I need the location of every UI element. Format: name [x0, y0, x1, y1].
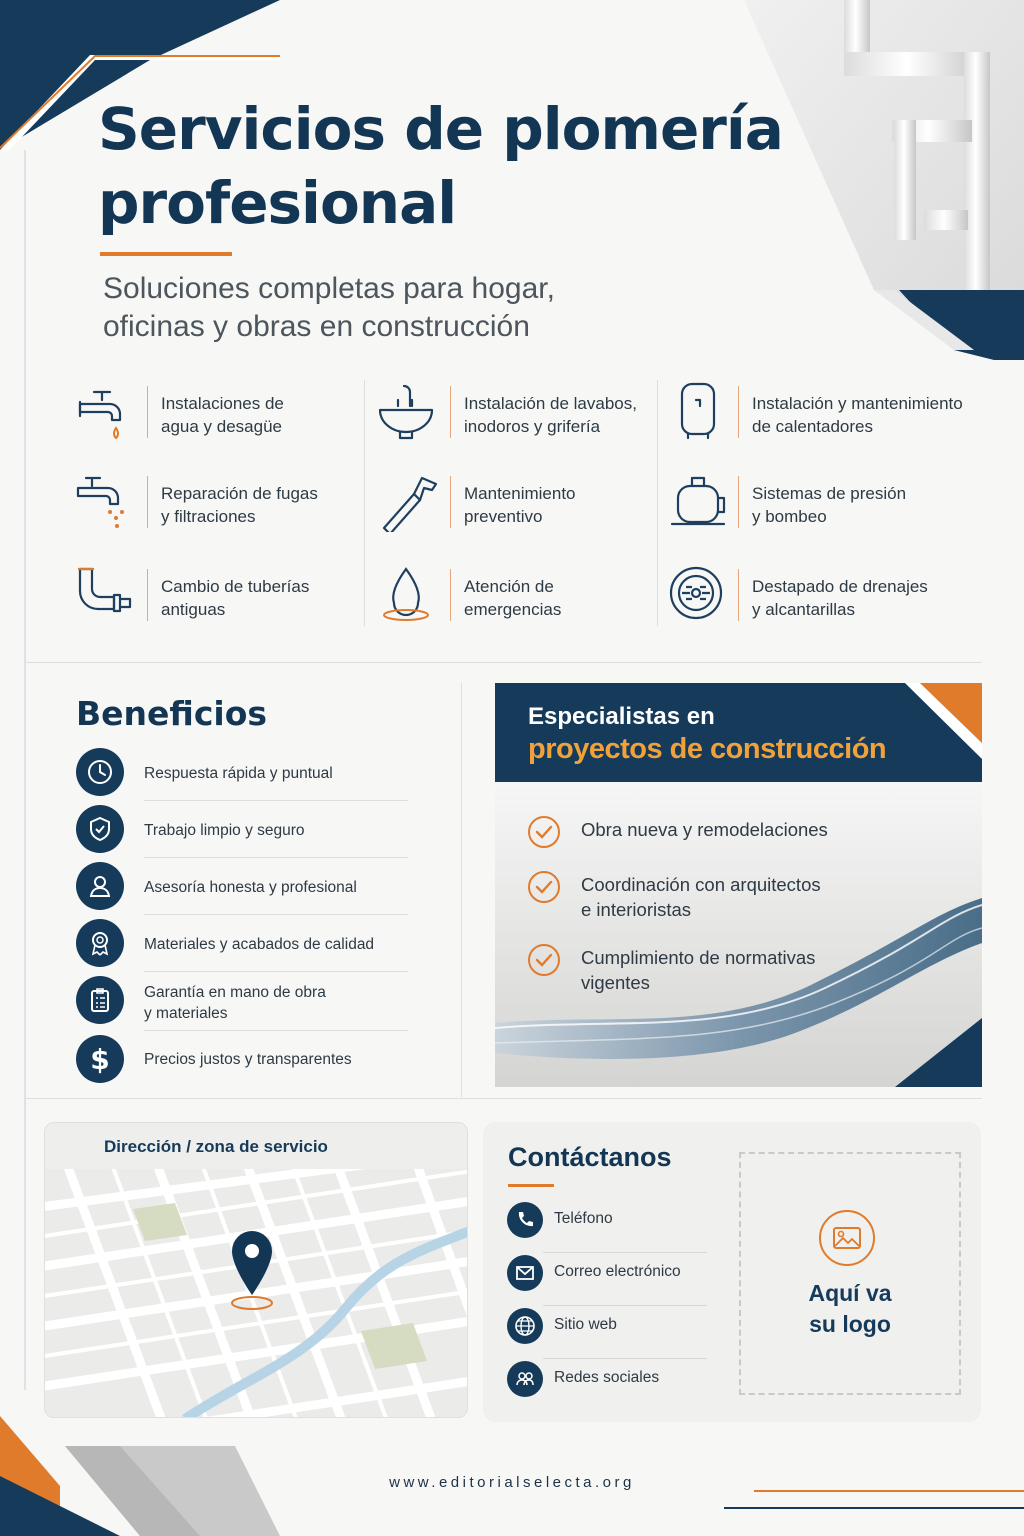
- page-subtitle: Soluciones completas para hogar, oficinas y obras en construcción: [103, 272, 555, 343]
- benefit-item: [76, 919, 408, 975]
- faucet-icon: [76, 382, 136, 442]
- specialists-subtitle: proyectos de construcción: [528, 733, 887, 765]
- column-divider: [461, 683, 462, 1097]
- shield-icon: [76, 805, 124, 853]
- map-title: Dirección / zona de servicio: [104, 1137, 328, 1156]
- service-item: [76, 565, 356, 645]
- user-icon: [76, 862, 124, 910]
- section-divider: [26, 1098, 982, 1099]
- water-drop-icon: [378, 565, 438, 625]
- benefit-item: [76, 805, 408, 861]
- section-divider: [26, 662, 982, 663]
- contact-title: Contáctanos: [508, 1142, 672, 1172]
- specialists-item-label: Cumplimiento de normativas vigentes: [581, 947, 816, 993]
- service-label: Sistemas de presión y bombeo: [752, 484, 907, 526]
- globe-icon: [507, 1308, 543, 1344]
- pump-icon: [668, 472, 728, 532]
- page-title: Servicios de plomería profesional: [98, 95, 783, 237]
- contact-label: Teléfono: [554, 1210, 613, 1227]
- contact-card: [483, 1122, 981, 1422]
- award-icon: [76, 919, 124, 967]
- contact-phone[interactable]: [507, 1202, 707, 1242]
- check-circle-icon: [527, 943, 561, 977]
- benefit-item: [76, 748, 408, 804]
- water-heater-icon: [668, 382, 728, 442]
- people-icon: [507, 1361, 543, 1397]
- benefit-label: Materiales y acabados de calidad: [144, 936, 375, 953]
- specialists-card: [495, 683, 982, 1087]
- map-card[interactable]: [44, 1122, 468, 1418]
- logo-placeholder-text: Aquí va su logo: [808, 1280, 892, 1337]
- check-circle-icon: [527, 815, 561, 849]
- contact-email[interactable]: [507, 1255, 707, 1295]
- service-item: [76, 382, 356, 462]
- service-item: [378, 565, 653, 645]
- service-item: [668, 565, 978, 645]
- service-label: Cambio de tuberías antiguas: [161, 577, 310, 619]
- envelope-icon: [507, 1255, 543, 1291]
- service-item: [668, 472, 978, 552]
- service-label: Atención de emergencias: [464, 577, 562, 619]
- location-pin-icon[interactable]: [225, 1227, 279, 1311]
- service-label: Instalación de lavabos, inodoros y grifería: [464, 394, 637, 436]
- sink-icon: [378, 382, 438, 442]
- footer-url[interactable]: www.editorialselecta.org: [389, 1474, 635, 1491]
- title-underline: [100, 252, 232, 256]
- clipboard-icon: [76, 976, 124, 1024]
- specialists-item-label: Obra nueva y remodelaciones: [581, 819, 828, 840]
- specialists-title: Especialistas en: [528, 703, 715, 730]
- contact-label: Correo electrónico: [554, 1263, 681, 1280]
- pipe-icon: [76, 565, 136, 625]
- clock-icon: [76, 748, 124, 796]
- contact-social[interactable]: [507, 1361, 707, 1401]
- check-circle-icon: [527, 870, 561, 904]
- logo-placeholder: [739, 1152, 961, 1395]
- service-label: Instalaciones de agua y desagüe: [161, 394, 284, 436]
- benefit-label: Precios justos y transparentes: [144, 1051, 352, 1068]
- contact-label: Sitio web: [554, 1316, 617, 1333]
- service-item: [668, 382, 978, 462]
- phone-icon: [507, 1202, 543, 1238]
- service-item: [378, 472, 653, 552]
- service-label: Destapado de drenajes y alcantarillas: [752, 577, 928, 619]
- leaking-faucet-icon: [76, 472, 136, 532]
- benefit-item: [76, 862, 408, 918]
- benefits-title: Beneficios: [76, 694, 268, 733]
- contact-label: Redes sociales: [554, 1369, 660, 1386]
- specialists-header: [495, 683, 982, 782]
- wrench-icon: [378, 472, 438, 532]
- benefit-item: [76, 976, 408, 1032]
- contact-underline: [508, 1184, 554, 1187]
- left-border-line: [24, 150, 26, 1390]
- benefit-item: [76, 1035, 408, 1091]
- service-label: Instalación y mantenimiento de calentadores: [752, 394, 963, 436]
- service-label: Reparación de fugas y filtraciones: [161, 484, 318, 526]
- service-label: Mantenimiento preventivo: [464, 484, 576, 526]
- column-divider: [657, 380, 658, 626]
- drain-icon: [668, 565, 728, 625]
- contact-website[interactable]: [507, 1308, 707, 1348]
- specialists-item-label: Coordinación con arquitectos e interioristas: [581, 874, 821, 920]
- service-item: [76, 472, 356, 552]
- image-icon: [817, 1208, 877, 1268]
- benefit-label: Respuesta rápida y puntual: [144, 765, 333, 782]
- service-item: [378, 382, 653, 462]
- benefit-label: Asesoría honesta y profesional: [144, 879, 357, 896]
- dollar-icon: $: [76, 1035, 124, 1083]
- benefit-label: Trabajo limpio y seguro: [144, 822, 305, 839]
- column-divider: [364, 380, 365, 626]
- benefit-label: Garantía en mano de obra y materiales: [144, 984, 326, 1022]
